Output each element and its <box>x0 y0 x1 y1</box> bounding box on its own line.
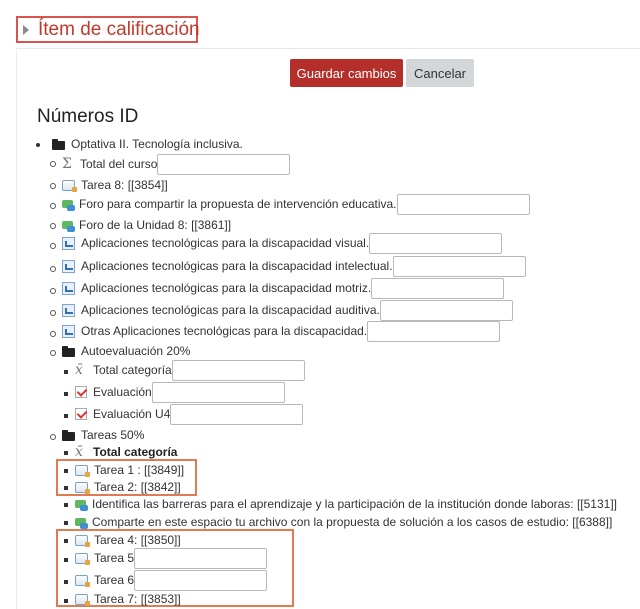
bullet <box>50 266 56 272</box>
collapse-caret-icon[interactable] <box>23 25 29 35</box>
list-item-tarea-6 <box>75 569 267 591</box>
list-item-identifica-barreras <box>75 494 617 514</box>
assignment-icon <box>75 482 88 493</box>
id-input-tarea-5[interactable] <box>134 548 267 569</box>
item-label: Tarea 5 <box>94 551 135 565</box>
list-item-app-intelectual <box>62 255 526 277</box>
grade-item-header[interactable] <box>16 16 198 43</box>
category-label: Autoevaluación 20% <box>81 344 191 358</box>
assignment-icon <box>75 594 88 605</box>
list-item-total-categoria-auto <box>75 359 305 381</box>
forum-icon <box>75 518 86 526</box>
item-label: Evaluación U4 <box>93 407 171 421</box>
mean-icon: x̄ <box>75 444 83 460</box>
list-item-evaluacion-u4 <box>75 403 303 425</box>
item-label: Foro de la Unidad 8: [[3861]] <box>79 218 232 232</box>
item-label: Tarea 2: [[3842]] <box>94 480 181 494</box>
forum-icon <box>62 200 73 208</box>
item-label: Tarea 4: [[3850]] <box>94 533 181 547</box>
id-input-app-visual[interactable] <box>369 233 502 254</box>
item-label: Tarea 7: [[3853]] <box>94 592 181 606</box>
sigma-icon: Σ <box>62 156 72 172</box>
item-label: Foro para compartir la propuesta de intervención educativa. <box>79 197 397 211</box>
quiz-chart-icon <box>62 237 75 250</box>
assignment-icon <box>75 575 88 586</box>
item-label: Aplicaciones tecnológicas para la discapacidad visual. <box>81 236 370 250</box>
bullet <box>64 370 68 374</box>
item-label: Comparte en este espacio tu archivo con la propuesta de solución a los casos de estudio: [[6388]] <box>92 515 613 529</box>
quiz-chart-icon <box>62 304 75 317</box>
bullet <box>50 223 56 229</box>
bullet <box>64 521 68 525</box>
content-border <box>16 48 17 609</box>
id-input-app-auditiva[interactable] <box>380 300 513 321</box>
id-input-total-categoria-auto[interactable] <box>172 360 305 381</box>
bullet <box>64 503 68 507</box>
id-input-evaluacion[interactable] <box>152 382 285 403</box>
list-item-foro-propuesta <box>62 193 530 215</box>
bullet <box>64 580 68 584</box>
id-input-otras-app[interactable] <box>367 321 500 342</box>
id-input-evaluacion-u4[interactable] <box>170 404 303 425</box>
item-label: Identifica las barreras para el aprendizaje y la participación de la institución donde laboras: [[5131]] <box>92 497 617 511</box>
cancel-button[interactable]: Cancelar <box>406 59 474 87</box>
mean-icon: x̄ <box>75 362 83 378</box>
bullet <box>64 599 68 603</box>
item-label: Total del curso <box>80 157 158 171</box>
bullet <box>50 310 56 316</box>
header-divider <box>16 48 640 49</box>
category-autoevaluacion <box>62 341 190 361</box>
folder-icon <box>52 141 65 150</box>
list-item-evaluacion <box>75 381 285 403</box>
quiz-chart-icon <box>62 260 75 273</box>
bullet <box>50 203 56 209</box>
id-input-tarea-6[interactable] <box>134 570 267 591</box>
id-input-total-curso[interactable] <box>157 154 290 175</box>
item-label: Total categoría <box>93 363 172 377</box>
list-item-app-visual <box>62 232 502 254</box>
root-label: Optativa II. Tecnología inclusiva. <box>71 137 243 151</box>
quiz-chart-icon <box>62 325 75 338</box>
id-input-app-intelectual[interactable] <box>393 256 526 277</box>
list-item-app-motriz <box>62 277 504 299</box>
assignment-icon <box>75 553 88 564</box>
assignment-icon <box>75 465 88 476</box>
list-item-otras-app <box>62 320 500 342</box>
item-label: Total categoría <box>93 445 178 459</box>
folder-icon <box>62 348 75 357</box>
list-item-tarea-8 <box>62 175 168 195</box>
checkmark-icon <box>75 408 87 420</box>
bullet <box>64 486 68 490</box>
bullet <box>64 451 68 455</box>
bullet <box>50 161 56 167</box>
list-item-tarea-5 <box>75 547 267 569</box>
forum-icon <box>62 221 73 229</box>
assignment-icon <box>62 180 75 191</box>
bullet <box>36 143 40 147</box>
section-title: Números ID <box>37 106 139 127</box>
item-label: Tarea 1 : [[3849]] <box>94 463 185 477</box>
list-item-app-auditiva <box>62 299 513 321</box>
item-label: Tarea 8: [[3854]] <box>81 178 168 192</box>
list-item-tarea-7 <box>75 590 181 608</box>
bullet <box>50 288 56 294</box>
item-label: Otras Aplicaciones tecnológicas para la discapacidad. <box>81 324 368 338</box>
item-label: Aplicaciones tecnológicas para la discapacidad motriz. <box>81 281 372 295</box>
tree-root <box>52 134 243 154</box>
item-label: Aplicaciones tecnológicas para la discapacidad auditiva. <box>81 303 380 317</box>
folder-icon <box>62 432 75 441</box>
bullet <box>64 392 68 396</box>
item-label: Evaluación <box>93 385 152 399</box>
assignment-icon <box>75 535 88 546</box>
bullet <box>64 558 68 562</box>
bullet <box>64 469 68 473</box>
id-input-app-motriz[interactable] <box>371 278 504 299</box>
bullet <box>50 350 56 356</box>
list-item-total-curso <box>62 153 290 175</box>
quiz-chart-icon <box>62 282 75 295</box>
bullet <box>50 243 56 249</box>
checkmark-icon <box>75 386 87 398</box>
bullet <box>50 331 56 337</box>
header-title: Ítem de calificación <box>38 18 200 40</box>
id-input-foro-propuesta[interactable] <box>397 194 530 215</box>
forum-icon <box>75 500 86 508</box>
category-label: Tareas 50% <box>81 428 145 442</box>
bullet <box>64 539 68 543</box>
save-changes-button[interactable]: Guardar cambios <box>290 59 403 87</box>
item-label: Tarea 6 <box>94 573 135 587</box>
bullet <box>50 434 56 440</box>
bullet <box>64 414 68 418</box>
bullet <box>50 183 56 189</box>
item-label: Aplicaciones tecnológicas para la discapacidad intelectual. <box>81 259 393 273</box>
